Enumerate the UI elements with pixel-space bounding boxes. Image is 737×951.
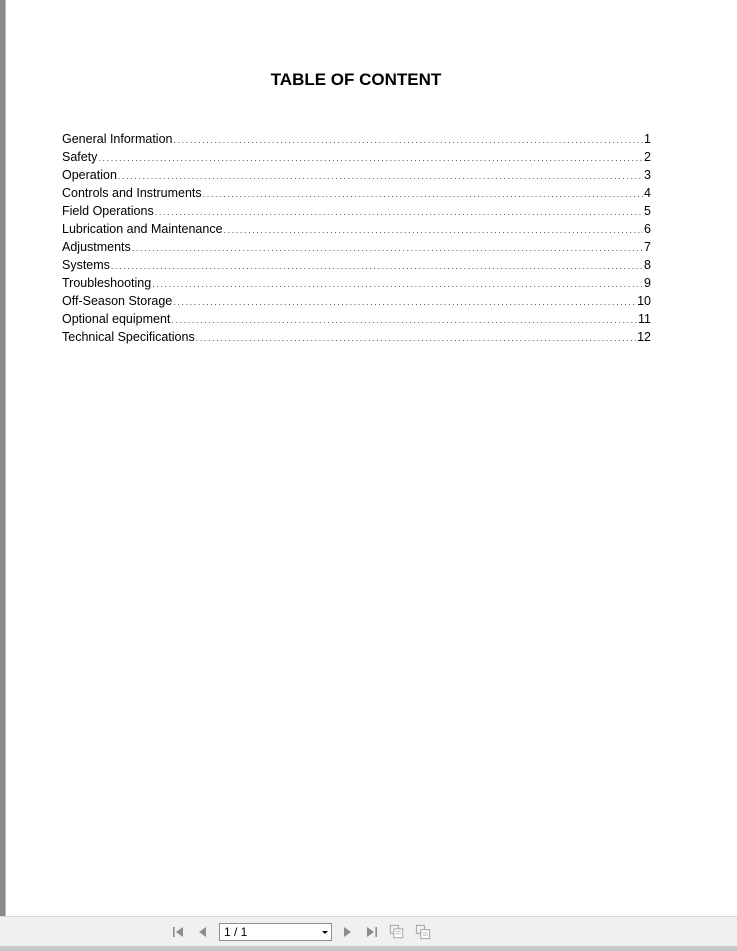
- toc-entry-page: 5: [644, 204, 651, 218]
- toc-entry[interactable]: [62, 150, 651, 168]
- toc-entry-label: Controls and Instruments: [62, 186, 202, 200]
- toc-leader-dots: [155, 207, 643, 217]
- chevron-down-icon: [322, 931, 328, 934]
- toc-entry-page: 9: [644, 276, 651, 290]
- toc-entry-label: Systems: [62, 258, 110, 272]
- last-page-button[interactable]: [363, 924, 379, 940]
- table-of-contents: [62, 132, 651, 348]
- document-page: [6, 0, 737, 916]
- next-page-icon: [339, 924, 355, 940]
- toc-entry-label: General Information: [62, 132, 173, 146]
- toc-leader-dots: [111, 261, 643, 271]
- single-page-view-button[interactable]: [389, 924, 405, 940]
- toc-entry-page: 4: [644, 186, 651, 200]
- toc-entry[interactable]: [62, 204, 651, 222]
- page-number-select[interactable]: [219, 923, 332, 941]
- toc-entry-label: Operation: [62, 168, 117, 182]
- toc-entry[interactable]: [62, 240, 651, 258]
- toc-entry[interactable]: [62, 294, 651, 312]
- next-page-button[interactable]: [339, 924, 355, 940]
- toc-entry-page: 7: [644, 240, 651, 254]
- toc-leader-dots: [98, 153, 643, 163]
- toc-entry-page: 2: [644, 150, 651, 164]
- toc-leader-dots: [173, 135, 643, 145]
- toc-entry[interactable]: [62, 186, 651, 204]
- toc-entry[interactable]: [62, 312, 651, 330]
- toc-entry-label: Lubrication and Maintenance: [62, 222, 223, 236]
- toc-leader-dots: [118, 171, 643, 181]
- toc-entry-page: 6: [644, 222, 651, 236]
- toc-entry-label: Off-Season Storage: [62, 294, 173, 308]
- page-indicator: 1 / 1: [224, 925, 248, 939]
- toc-entry-page: 10: [637, 294, 651, 308]
- toc-entry-page: 3: [644, 168, 651, 182]
- previous-page-icon: [195, 924, 211, 940]
- toc-entry-label: Safety: [62, 150, 98, 164]
- toc-entry-page: 11: [638, 312, 651, 326]
- toc-entry[interactable]: [62, 222, 651, 240]
- first-page-icon: [171, 924, 187, 940]
- toc-entry-page: 8: [644, 258, 651, 272]
- toc-entry[interactable]: [62, 258, 651, 276]
- toc-entry-label: Adjustments: [62, 240, 131, 254]
- toc-leader-dots: [171, 315, 637, 325]
- last-page-icon: [363, 924, 379, 940]
- toc-leader-dots: [132, 243, 643, 253]
- toc-entry[interactable]: [62, 330, 651, 348]
- toc-leader-dots: [173, 297, 636, 307]
- two-page-view-icon: [415, 923, 431, 941]
- toc-entry[interactable]: [62, 168, 651, 186]
- toc-entry-label: Field Operations: [62, 204, 154, 218]
- single-page-view-icon: [389, 923, 405, 941]
- toc-entry[interactable]: [62, 132, 651, 150]
- toc-leader-dots: [152, 279, 643, 289]
- navigation-toolbar: [0, 916, 737, 947]
- toc-entry[interactable]: [62, 276, 651, 294]
- toc-leader-dots: [203, 189, 643, 199]
- toc-entry-label: Troubleshooting: [62, 276, 152, 290]
- previous-page-button[interactable]: [195, 924, 211, 940]
- toc-entry-page: 1: [644, 132, 651, 146]
- toc-leader-dots: [224, 225, 644, 235]
- first-page-button[interactable]: [171, 924, 187, 940]
- toc-leader-dots: [196, 333, 636, 343]
- document-title: TABLE OF CONTENT: [270, 70, 442, 89]
- toc-entry-label: Optional equipment: [62, 312, 171, 326]
- toc-entry-page: 12: [637, 330, 651, 344]
- status-bar: [0, 946, 737, 951]
- two-page-view-button[interactable]: [415, 924, 431, 940]
- toc-entry-label: Technical Specifications: [62, 330, 195, 344]
